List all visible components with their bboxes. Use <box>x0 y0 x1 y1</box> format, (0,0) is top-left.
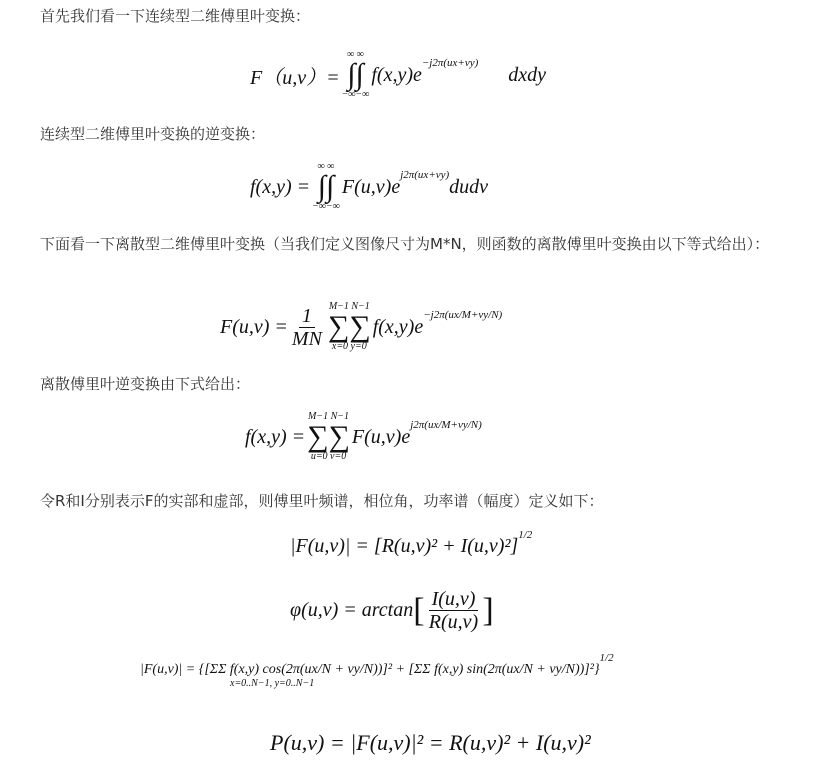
formula-differential: dxdy <box>508 63 547 86</box>
integral-sign: ∫∫ <box>317 170 335 203</box>
integral <box>342 50 370 100</box>
denominator: MN <box>291 327 322 350</box>
formula-exponent: j2π(ux/M+vy/N) <box>410 419 482 431</box>
formula-body: f(x,y)e <box>372 315 424 338</box>
formula-lhs: f(x,y) = <box>250 175 311 198</box>
limit-lower: x=0..N−1, y=0..N−1 <box>230 678 315 689</box>
formula-exponent: j2π(ux+vy) <box>400 169 450 181</box>
fraction <box>292 305 322 350</box>
formula-body: F(u,v)e <box>351 425 411 448</box>
limit-lower: −∞−∞ <box>312 201 340 212</box>
integral-sign: ∫∫ <box>347 58 364 91</box>
sum-sign: ∑∑ <box>327 310 371 343</box>
sum-sign: ∑∑ <box>307 420 350 453</box>
limit-upper: M−1 N−1 <box>308 411 350 422</box>
formula-body: f(x,y)e <box>371 63 422 86</box>
limit-upper: ∞ ∞ <box>347 49 364 60</box>
integral <box>312 162 340 212</box>
limit-lower: −∞−∞ <box>341 89 370 100</box>
formula-spectrum-expanded <box>140 652 614 689</box>
limit-lower: x=0 y=0 <box>331 341 367 352</box>
formula-body: P(u,v) = |F(u,v)|² = R(u,v)² + I(u,v)² <box>270 730 591 755</box>
formula-differential: dudv <box>449 175 489 198</box>
formula-exponent: 1/2 <box>599 652 614 664</box>
formula-lhs: F(u,v) = <box>220 315 288 338</box>
paragraph-3: 下面看一下离散型二维傅里叶变换（当我们定义图像尺寸为M*N，则函数的离散傅里叶变换由以下等式给出）： <box>40 235 770 253</box>
formula-exponent: −j2π(ux+vy) <box>421 57 479 69</box>
fraction <box>429 588 479 633</box>
formula-lhs: F（u,v）= <box>250 66 340 89</box>
formula-body: |F(u,v)| = {[ΣΣ f(x,y) cos(2π(ux/N + vy/N))]² + [ΣΣ f(x,y) sin(2π(ux/N + vy/N))]²} <box>140 662 600 677</box>
paragraph-2: 连续型二维傅里叶变换的逆变换： <box>40 125 266 143</box>
limit-lower: u=0 v=0 <box>310 451 347 462</box>
formula-continuous-fourier <box>250 50 546 100</box>
formula-exponent: −j2π(ux/M+vy/N) <box>423 309 503 321</box>
formula-phase: φ(u,v) = arctan [ $\frac{I(u,v)}{R(u,v)}$ ] <box>290 588 494 633</box>
denominator: R(u,v) <box>428 611 479 633</box>
formula-lhs: φ(u,v) = arctan <box>290 599 414 621</box>
limit-upper: ∞ ∞ <box>317 161 335 172</box>
limit-upper: M−1 N−1 <box>328 301 370 312</box>
formula-power-spectrum <box>270 730 591 756</box>
numerator: I(u,v) <box>429 588 479 611</box>
paragraph-5: 令R和I分别表示F的实部和虚部，则傅里叶频谱，相位角，功率谱（幅度）定义如下： <box>40 492 604 510</box>
numerator: 1 <box>299 305 315 328</box>
paragraph-1: 首先我们看一下连续型二维傅里叶变换： <box>40 7 311 25</box>
paragraph-4: 离散傅里叶逆变换由下式给出： <box>40 375 251 393</box>
formula-dft <box>220 302 502 352</box>
formula-spectrum <box>290 528 533 558</box>
summation <box>307 412 350 462</box>
formula-idft <box>245 412 482 462</box>
formula-lhs: f(x,y) = <box>245 425 306 448</box>
formula-body: |F(u,v)| = [R(u,v)² + I(u,v)²] <box>290 535 519 557</box>
formula-body: F(u,v)e <box>341 175 401 198</box>
summation <box>328 302 371 352</box>
formula-exponent: 1/2 <box>518 528 533 541</box>
formula-inverse-continuous <box>250 162 488 212</box>
